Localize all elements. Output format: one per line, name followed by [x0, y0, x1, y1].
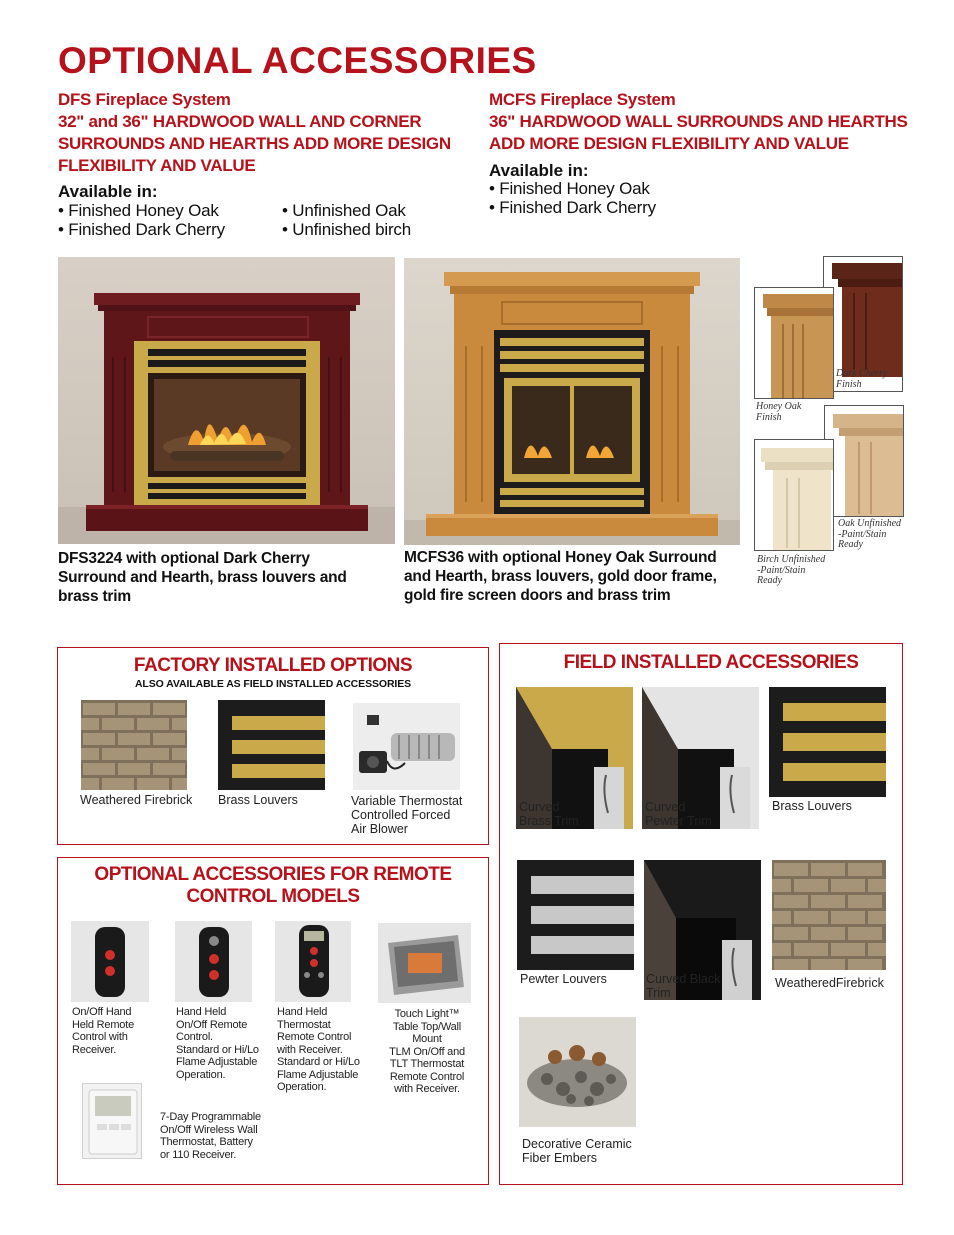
- dfs-heading-line: SURROUNDS AND HEARTHS ADD MORE DESIGN: [58, 134, 451, 153]
- label-line: Touch Light™: [394, 1008, 460, 1020]
- mcfs-option: • Finished Dark Cherry: [489, 198, 656, 217]
- finish-label-line: Birch Unfinished: [757, 554, 826, 565]
- label-line: Curved: [519, 800, 560, 814]
- dfs-option: • Unfinished Oak: [282, 201, 406, 220]
- label-line: Operation.: [176, 1068, 226, 1081]
- page-title: OPTIONAL ACCESSORIES: [58, 40, 537, 81]
- label-line: with Receiver.: [394, 1083, 460, 1095]
- mcfs-caption-line: and Hearth, brass louvers, gold door frame,: [404, 568, 717, 585]
- label-line: On/Off Wireless Wall: [160, 1123, 258, 1136]
- mcfs-header: [489, 89, 929, 155]
- finish-label-line: -Paint/Stain: [757, 564, 806, 576]
- label-line: Variable Thermostat: [351, 794, 463, 808]
- label-line: Remote Control: [389, 1070, 465, 1083]
- label-line: On/Off Remote: [176, 1018, 248, 1031]
- dfs-fireplace-photo: [58, 257, 395, 544]
- label-line: with Receiver.: [277, 1043, 343, 1056]
- honey-oak-finish-label: [756, 402, 801, 423]
- dfs-caption-line: brass trim: [58, 588, 131, 605]
- dfs-heading-line: DFS Fireplace System: [58, 90, 231, 109]
- label-line: Fiber Embers: [522, 1151, 598, 1165]
- label-line: Operation.: [277, 1081, 327, 1093]
- mcfs-caption-line: gold fire screen doors and brass trim: [404, 587, 671, 604]
- mcfs-caption: [404, 548, 754, 605]
- label-line: Air Blower: [351, 822, 408, 836]
- label-line: Standard or Hi/Lo: [176, 1043, 259, 1056]
- mcfs-available-label: Available in:: [489, 161, 589, 180]
- field-accessories-title: FIELD INSTALLED ACCESSORIES: [563, 652, 859, 673]
- label-line: Brass Trim: [519, 814, 579, 828]
- dfs-caption-line: Surround and Hearth, brass louvers and: [58, 569, 347, 586]
- finish-label-line: Oak Unfinished: [838, 518, 902, 529]
- dfs-caption-line: DFS3224 with optional Dark Cherry: [58, 550, 310, 567]
- thermostat-remote-photo: [275, 921, 351, 1002]
- ceramic-embers-photo: [519, 1017, 636, 1127]
- field-item-label: Brass Louvers: [772, 799, 852, 813]
- honey-oak-finish-sample: [754, 287, 834, 399]
- dfs-available-label: Available in:: [58, 182, 158, 201]
- field-item-label: Pewter Louvers: [520, 972, 607, 986]
- brass-louvers-photo: [218, 700, 325, 790]
- oak-unfinished-sample: [824, 405, 904, 517]
- field-item-label: WeatheredFirebrick: [775, 976, 884, 990]
- field-item-label: [646, 972, 720, 1000]
- dfs-option: • Finished Dark Cherry: [58, 220, 225, 239]
- field-weathered-firebrick-photo: [772, 860, 886, 970]
- finish-label-line: -Paint/Stain: [838, 528, 887, 540]
- wall-thermostat-photo: [82, 1083, 142, 1159]
- label-line: Hand Held: [176, 1006, 227, 1018]
- oak-unfinished-label: [838, 519, 901, 551]
- handheld-remote-photo: [175, 921, 252, 1002]
- remote-item-label: [72, 1006, 134, 1056]
- finish-label-line: Finish: [756, 411, 782, 423]
- dfs-option: • Finished Honey Oak: [58, 201, 219, 220]
- factory-item-label: Weathered Firebrick: [80, 793, 193, 807]
- label-line: Flame Adjustable: [176, 1056, 258, 1068]
- label-line: Curved: [645, 800, 686, 814]
- mcfs-heading-line: ADD MORE DESIGN FLEXIBILITY AND VALUE: [489, 134, 849, 153]
- label-line: Flame Adjustable: [277, 1068, 359, 1081]
- finish-label-line: Ready: [757, 575, 782, 586]
- touch-light-remote-photo: [378, 923, 471, 1003]
- finish-label-line: Finish: [836, 378, 862, 390]
- field-brass-louvers-photo: [769, 687, 886, 797]
- remote-accessories-title: [57, 864, 489, 908]
- dfs-header: [58, 89, 478, 177]
- label-line: Curved Black: [646, 972, 721, 986]
- label-line: Receiver.: [72, 1043, 117, 1056]
- finish-label-line: Dark Cherry: [836, 368, 888, 379]
- factory-item-label: Brass Louvers: [218, 793, 298, 807]
- label-line: TLT Thermostat: [389, 1058, 465, 1070]
- dfs-caption: [58, 549, 398, 606]
- label-line: Decorative Ceramic: [522, 1137, 632, 1151]
- label-line: Held Remote: [72, 1018, 134, 1031]
- weathered-firebrick-photo: [81, 700, 187, 790]
- label-line: Thermostat: [277, 1018, 331, 1031]
- label-line: Remote Control: [277, 1031, 352, 1043]
- dfs-options-col1: [58, 201, 225, 239]
- onoff-remote-photo: [71, 921, 149, 1002]
- birch-unfinished-label: [757, 555, 825, 587]
- label-line: Controlled Forced: [351, 808, 451, 822]
- label-line: On/Off Hand: [72, 1006, 132, 1018]
- mcfs-heading-line: MCFS Fireplace System: [489, 90, 676, 109]
- finish-label-line: Honey Oak: [756, 401, 802, 412]
- blower-photo: [353, 703, 460, 790]
- field-item-label: [522, 1137, 632, 1165]
- title-line: OPTIONAL ACCESSORIES FOR REMOTE: [94, 864, 452, 885]
- label-line: Thermostat, Battery: [160, 1136, 253, 1148]
- label-line: Pewter Trim: [645, 814, 712, 828]
- finish-label-line: Ready: [838, 539, 863, 550]
- mcfs-fireplace-photo: [404, 258, 740, 545]
- dfs-heading-line: FLEXIBILITY AND VALUE: [58, 156, 256, 175]
- mcfs-option: • Finished Honey Oak: [489, 179, 650, 198]
- title-line: CONTROL MODELS: [186, 886, 360, 907]
- label-line: Standard or Hi/Lo: [277, 1056, 360, 1068]
- label-line: Table Top/Wall: [392, 1020, 462, 1033]
- label-line: TLM On/Off and: [389, 1045, 465, 1058]
- remote-item-label: [277, 1006, 360, 1094]
- mcfs-caption-line: MCFS36 with optional Honey Oak Surround: [404, 549, 717, 566]
- birch-unfinished-sample: [754, 439, 834, 551]
- label-line: Trim: [646, 986, 671, 1000]
- dfs-options-col2: [282, 201, 411, 239]
- remote-item-label: [160, 1111, 261, 1161]
- label-line: 7-Day Programmable: [160, 1111, 261, 1123]
- remote-item-label: [378, 1008, 476, 1096]
- label-line: Hand Held: [277, 1006, 328, 1018]
- label-line: Control.: [176, 1031, 213, 1043]
- mcfs-heading-line: 36" HARDWOOD WALL SURROUNDS AND HEARTHS: [489, 112, 908, 131]
- label-line: Control with: [72, 1031, 128, 1043]
- factory-options-title: FACTORY INSTALLED OPTIONS: [133, 655, 413, 676]
- dfs-heading-line: 32" and 36" HARDWOOD WALL AND CORNER: [58, 112, 422, 131]
- field-item-label: [645, 800, 712, 828]
- mcfs-options: [489, 179, 656, 217]
- factory-item-label: [351, 794, 462, 836]
- field-item-label: [519, 800, 579, 828]
- remote-item-label: [176, 1006, 259, 1081]
- pewter-louvers-photo: [517, 860, 634, 970]
- label-line: Mount: [412, 1033, 442, 1045]
- dfs-option: • Unfinished birch: [282, 220, 411, 239]
- label-line: or 110 Receiver.: [160, 1148, 237, 1161]
- dark-cherry-finish-label: [836, 369, 887, 390]
- factory-options-subtitle: ALSO AVAILABLE AS FIELD INSTALLED ACCESSORIES: [134, 678, 412, 690]
